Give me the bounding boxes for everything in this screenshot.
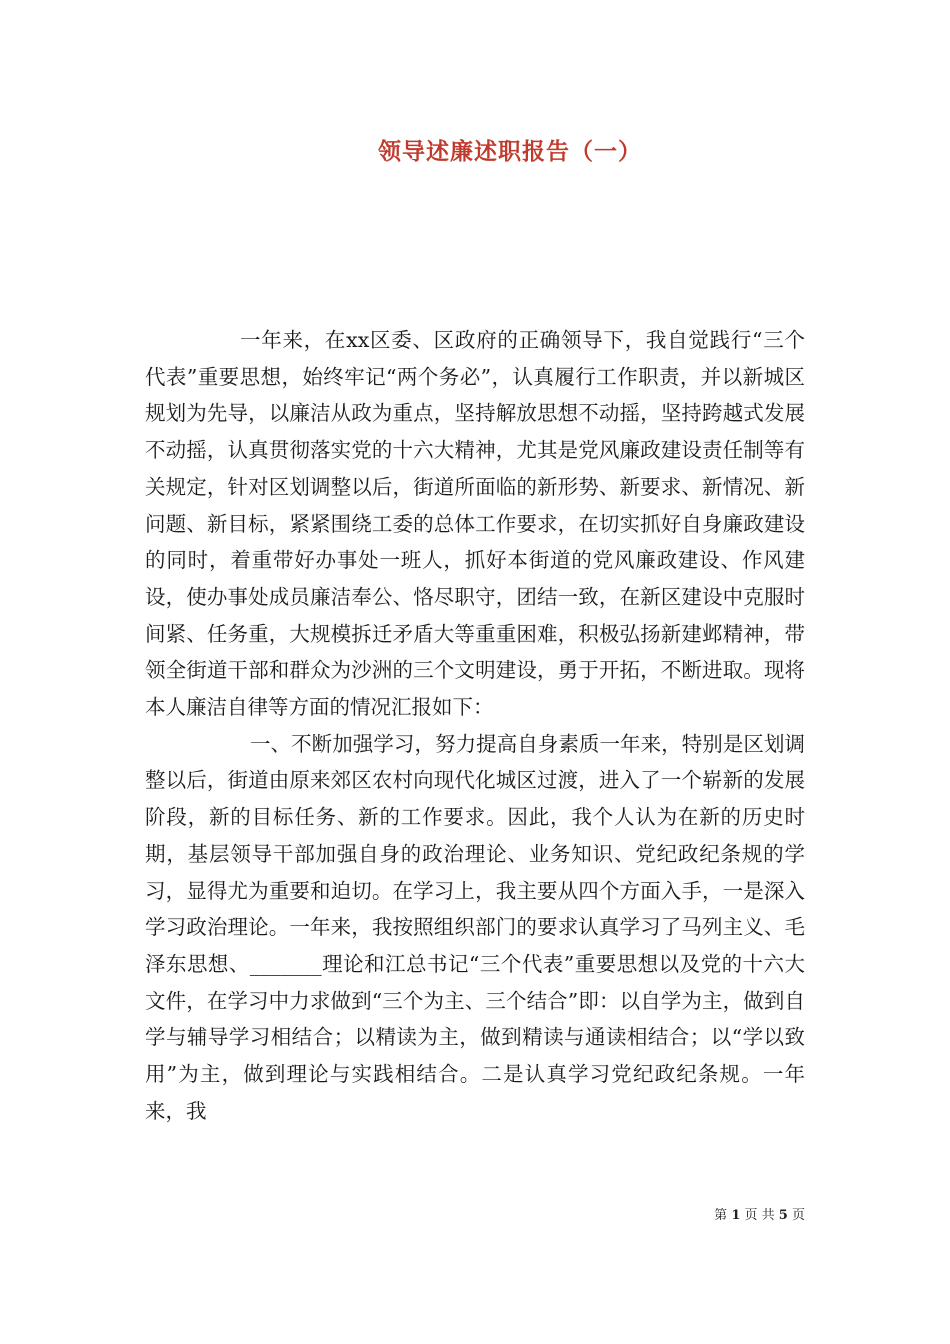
paragraph-intro: 一年来，在xx区委、区政府的正确领导下，我自觉践行“三个代表”重要思想，始终牢记“两个务必”，认真履行工作职责，并以新城区规划为先导，以廉洁从政为重点，坚持解放思想不动摇，坚持跨越式发展不动摇，认真贯彻落实党的十六大精神，尤其是党风廉政建设责任制等有关规定，针对区划调整以后，街道所面临的新形势、新要求、新情况、新问题、新目标，紧紧围绕工委的总体工作要求，在切实抓好自身廉政建设的同时，着重带好办事处一班人，抓好本街道的党风廉政建设、作风建设，使办事处成员廉洁奉公、恪尽职守，团结一致，在新区建设中克服时间紧、任务重，大规模拆迁矛盾大等重重困难，积极弘扬新建邺精神，带领全街道干部和群众为沙洲的三个文明建设，勇于开拓，不断进取。现将本人廉洁自律等方面的情况汇报如下： bbox=[145, 328, 805, 720]
footer-suffix: 页 bbox=[791, 1208, 805, 1223]
total-pages-number: 5 bbox=[778, 1208, 788, 1223]
current-page-number: 1 bbox=[731, 1208, 741, 1223]
footer-prefix: 第 bbox=[714, 1208, 728, 1223]
document-body bbox=[145, 322, 805, 1129]
page-footer bbox=[714, 1204, 805, 1223]
footer-middle: 页 共 bbox=[744, 1208, 775, 1223]
paragraph-section-one: 一、不断加强学习，努力提高自身素质一年来，特别是区划调整以后，街道由原来郊区农村向现代化城区过渡，进入了一个崭新的发展阶段，新的目标任务、新的工作要求。因此，我个人认为在新的历史时期，基层领导干部加强自身的政治理论、业务知识、党纪政纪条规的学习，显得尤为重要和迫切。在学习上，我主要从四个方面入手，一是深入学习政治理论。一年来，我按照组织部门的要求认真学习了马列主义、毛泽东思想、_______理论和江总书记“三个代表”重要思想以及党的十六大文件，在学习中力求做到“三个为主、三个结合”即：以自学为主，做到自学与辅导学习相结合；以精读为主，做到精读与通读相结合；以“学以致用”为主，做到理论与实践相结合。二是认真学习党纪政纪条规。一年来，我 bbox=[145, 731, 805, 1123]
document-title: 领导述廉述职报告（一） bbox=[378, 138, 642, 165]
